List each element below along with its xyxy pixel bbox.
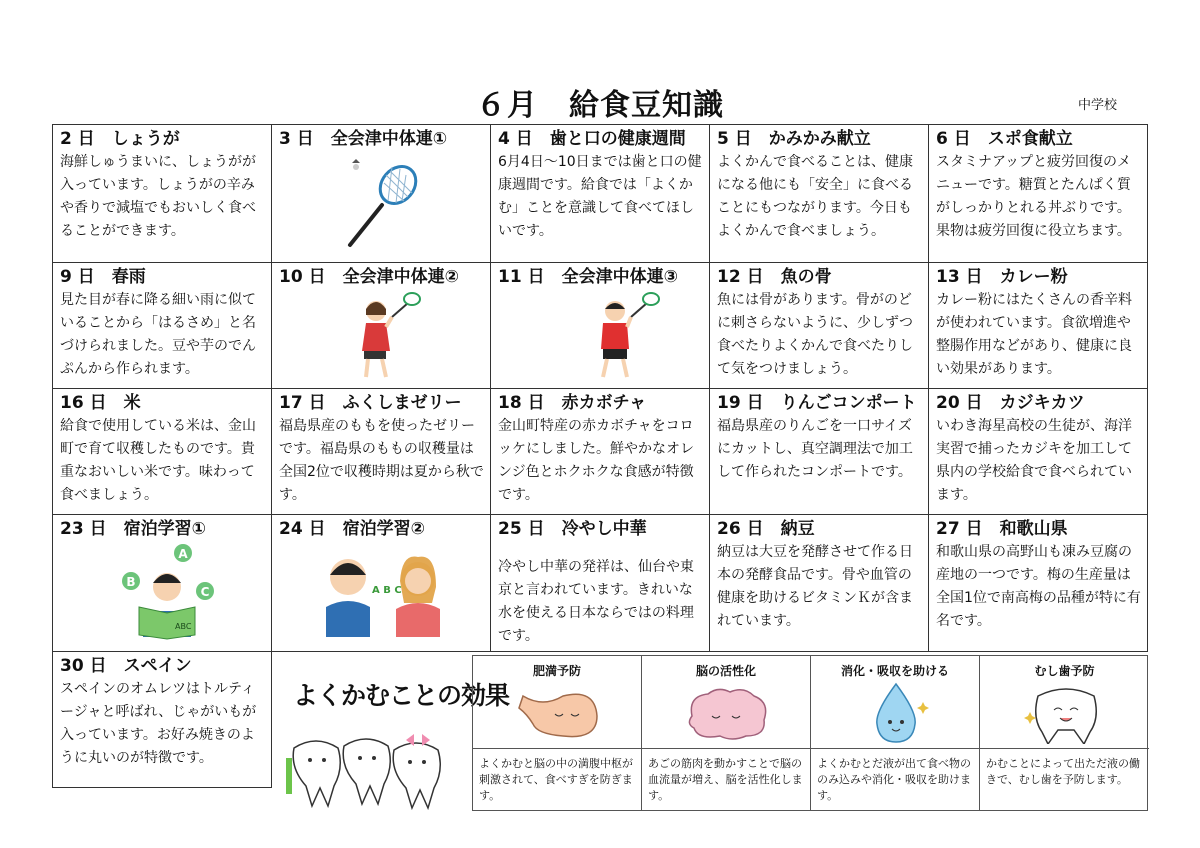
effect-heading: むし歯予防 [1034, 664, 1095, 678]
divider [642, 748, 810, 749]
day-heading: 10 日 全会津中体連② [279, 267, 459, 287]
day-heading: 30 日 スペイン [60, 656, 192, 676]
day-text: カレー粉にはたくさんの香辛料が使われています。食欲増進や整腸作用などがあり、健康に良い効果があります。 [936, 292, 1132, 377]
effect-text: よくかむと脳の中の満腹中枢が刺激されて、食べすぎを防ぎます。 [479, 757, 633, 802]
divider [473, 748, 641, 749]
day-heading: 13 日 カレー粉 [936, 267, 1068, 287]
day-heading: 20 日 カジキカツ [936, 393, 1085, 413]
day-text: 福島県産のりんごを一口サイズにカットし、真空調理法で加工して作られたコンポートです。 [717, 418, 913, 480]
cell-day-9 [53, 263, 272, 389]
day-text: 魚には骨があります。骨がのどに刺さらないように、少しずつ食べたりよくかんで食べたりして気をつけましょう。 [717, 292, 913, 377]
day-heading: 5 日 かみかみ献立 [717, 129, 871, 149]
happy-tooth-icon [1024, 682, 1108, 744]
day-heading: 3 日 全会津中体連① [279, 129, 448, 149]
cell-day-3 [272, 125, 491, 263]
brain-icon [682, 686, 772, 742]
teeth-characters-icon [286, 728, 446, 812]
sound-label: A B C [372, 585, 402, 596]
cell-day-27 [929, 515, 1148, 652]
bubble-c-label: C [200, 585, 210, 599]
cell-day-25 [491, 515, 710, 652]
day-text: 給食で使用している米は、金山町で育て収穫したものです。貴重なおいしい米です。味わって食べましょう。 [60, 418, 256, 503]
badminton-racket-icon [342, 157, 422, 249]
effect-heading: 消化・吸収を助ける [840, 664, 949, 678]
day-text: 金山町特産の赤カボチャをコロッケにしました。鮮やかなオレンジ色とホクホクな食感が特徴です。 [498, 418, 694, 503]
school-name: 中学校 [1078, 98, 1118, 113]
cell-day-13 [929, 263, 1148, 389]
saliva-drop-icon [859, 682, 933, 744]
day-text: 冷やし中華の発祥は、仙台や東京と言われています。きれいな水を使える日本ならではの料理です。 [498, 559, 694, 644]
day-heading: 24 日 宿泊学習② [279, 519, 425, 539]
day-heading: 23 日 宿泊学習① [60, 519, 206, 539]
day-text: 見た目が春に降る細い雨に似ていることから「はるさめ」と名づけられました。豆や芋のでんぷんから作られます。 [60, 292, 256, 377]
day-text: よくかんで食べることは、健康になる他にも「安全」に食べることにもつながります。今日もよくかんで食べましょう。 [717, 154, 913, 239]
cell-day-30 [52, 652, 272, 788]
cell-day-23 [53, 515, 272, 652]
cell-day-2 [53, 125, 272, 263]
bubble-b-label: B [126, 575, 136, 589]
day-text: 6月4日～10日までは歯と口の健康週間です。給食では「よくかむ」ことを意識して食べてほしいです。 [498, 154, 702, 239]
day-text: 福島県産のももを使ったゼリーです。福島県のももの収穫量は全国2位で収穫時期は夏から秋です。 [279, 418, 484, 503]
day-text: 和歌山県の高野山も凍み豆腐の産地の一つです。梅の生産量は全国1位で南高梅の品種が特に有名です。 [936, 544, 1141, 629]
cell-day-26 [710, 515, 929, 652]
cell-day-5 [710, 125, 929, 263]
badminton-boy-icon [591, 289, 661, 383]
effect-heading: 脳の活性化 [695, 664, 756, 678]
reading-boy-icon [113, 541, 223, 641]
cell-day-19 [710, 389, 929, 515]
effect-text: かむことによって出ただ液の働きで、むし歯を予防します。 [986, 757, 1140, 786]
day-heading: 25 日 冷やし中華 [498, 519, 647, 539]
badminton-girl-icon [352, 289, 422, 383]
page-title: ６月 給食豆知識 [476, 88, 724, 123]
stomach-icon [513, 686, 603, 742]
menu-calendar [52, 124, 1148, 652]
effect-obesity-prevention [473, 656, 642, 810]
cell-day-18 [491, 389, 710, 515]
cell-day-10 [272, 263, 491, 389]
day-heading: 11 日 全会津中体連③ [498, 267, 678, 287]
effect-text: よくかむとだ液が出て食べ物ののみ込みや消化・吸収を助けます。 [817, 757, 971, 802]
day-heading: 17 日 ふくしまゼリー [279, 393, 462, 413]
cell-day-12 [710, 263, 929, 389]
day-text: 納豆は大豆を発酵させて作る日本の発酵食品です。骨や血管の健康を助けるビタミンＫが含まれています。 [717, 544, 913, 629]
divider [811, 748, 979, 749]
day-heading: 12 日 魚の骨 [717, 267, 832, 287]
day-heading: 26 日 納豆 [717, 519, 815, 539]
bubble-a-label: A [178, 547, 188, 561]
day-heading: 27 日 和歌山県 [936, 519, 1068, 539]
cell-day-6 [929, 125, 1148, 263]
day-heading: 16 日 米 [60, 393, 141, 413]
effect-cavity-prevention [980, 656, 1149, 810]
day-text: スタミナアップと疲労回復のメニューです。糖質とたんぱく質がしっかりとれる丼ぶりです。果物は疲労回復に役立ちます。 [936, 154, 1132, 239]
cell-day-4 [491, 125, 710, 263]
effect-brain-activation [642, 656, 811, 810]
day-text: いわき海星高校の生徒が、海洋実習で捕ったカジキを加工して県内の学校給食で食べられています。 [936, 418, 1132, 503]
day-text: スペインのオムレツはトルティージャと呼ばれ、じゃがいもが入っています。お好み焼きのように丸いのが特徴です。 [60, 681, 257, 766]
day-text: 海鮮しゅうまいに、しょうがが入っています。しょうがの辛みや香りで減塩でもおいしく食べることができます。 [60, 154, 256, 239]
divider [980, 748, 1149, 749]
day-heading: 4 日 歯と口の健康週間 [498, 129, 686, 149]
effect-heading: 肥満予防 [532, 664, 581, 678]
day-heading: 6 日 スポ食献立 [936, 129, 1073, 149]
day-heading: 19 日 りんごコンポート [717, 393, 917, 413]
chewing-effects-title: よくかむことの効果 [293, 681, 510, 710]
effect-digestion [811, 656, 980, 810]
day-heading: 9 日 春雨 [60, 267, 146, 287]
effect-text: あごの筋肉を動かすことで脳の血流量が増え、脳を活性化します。 [648, 757, 803, 802]
cell-day-17 [272, 389, 491, 515]
chewing-effects-table [472, 655, 1148, 811]
talking-students-icon [318, 547, 448, 637]
cell-day-11 [491, 263, 710, 389]
day-heading: 2 日 しょうが [60, 129, 180, 149]
cell-day-24 [272, 515, 491, 652]
cell-day-20 [929, 389, 1148, 515]
cell-day-16 [53, 389, 272, 515]
day-heading: 18 日 赤カボチャ [498, 393, 647, 413]
book-label: ABC [175, 622, 192, 631]
